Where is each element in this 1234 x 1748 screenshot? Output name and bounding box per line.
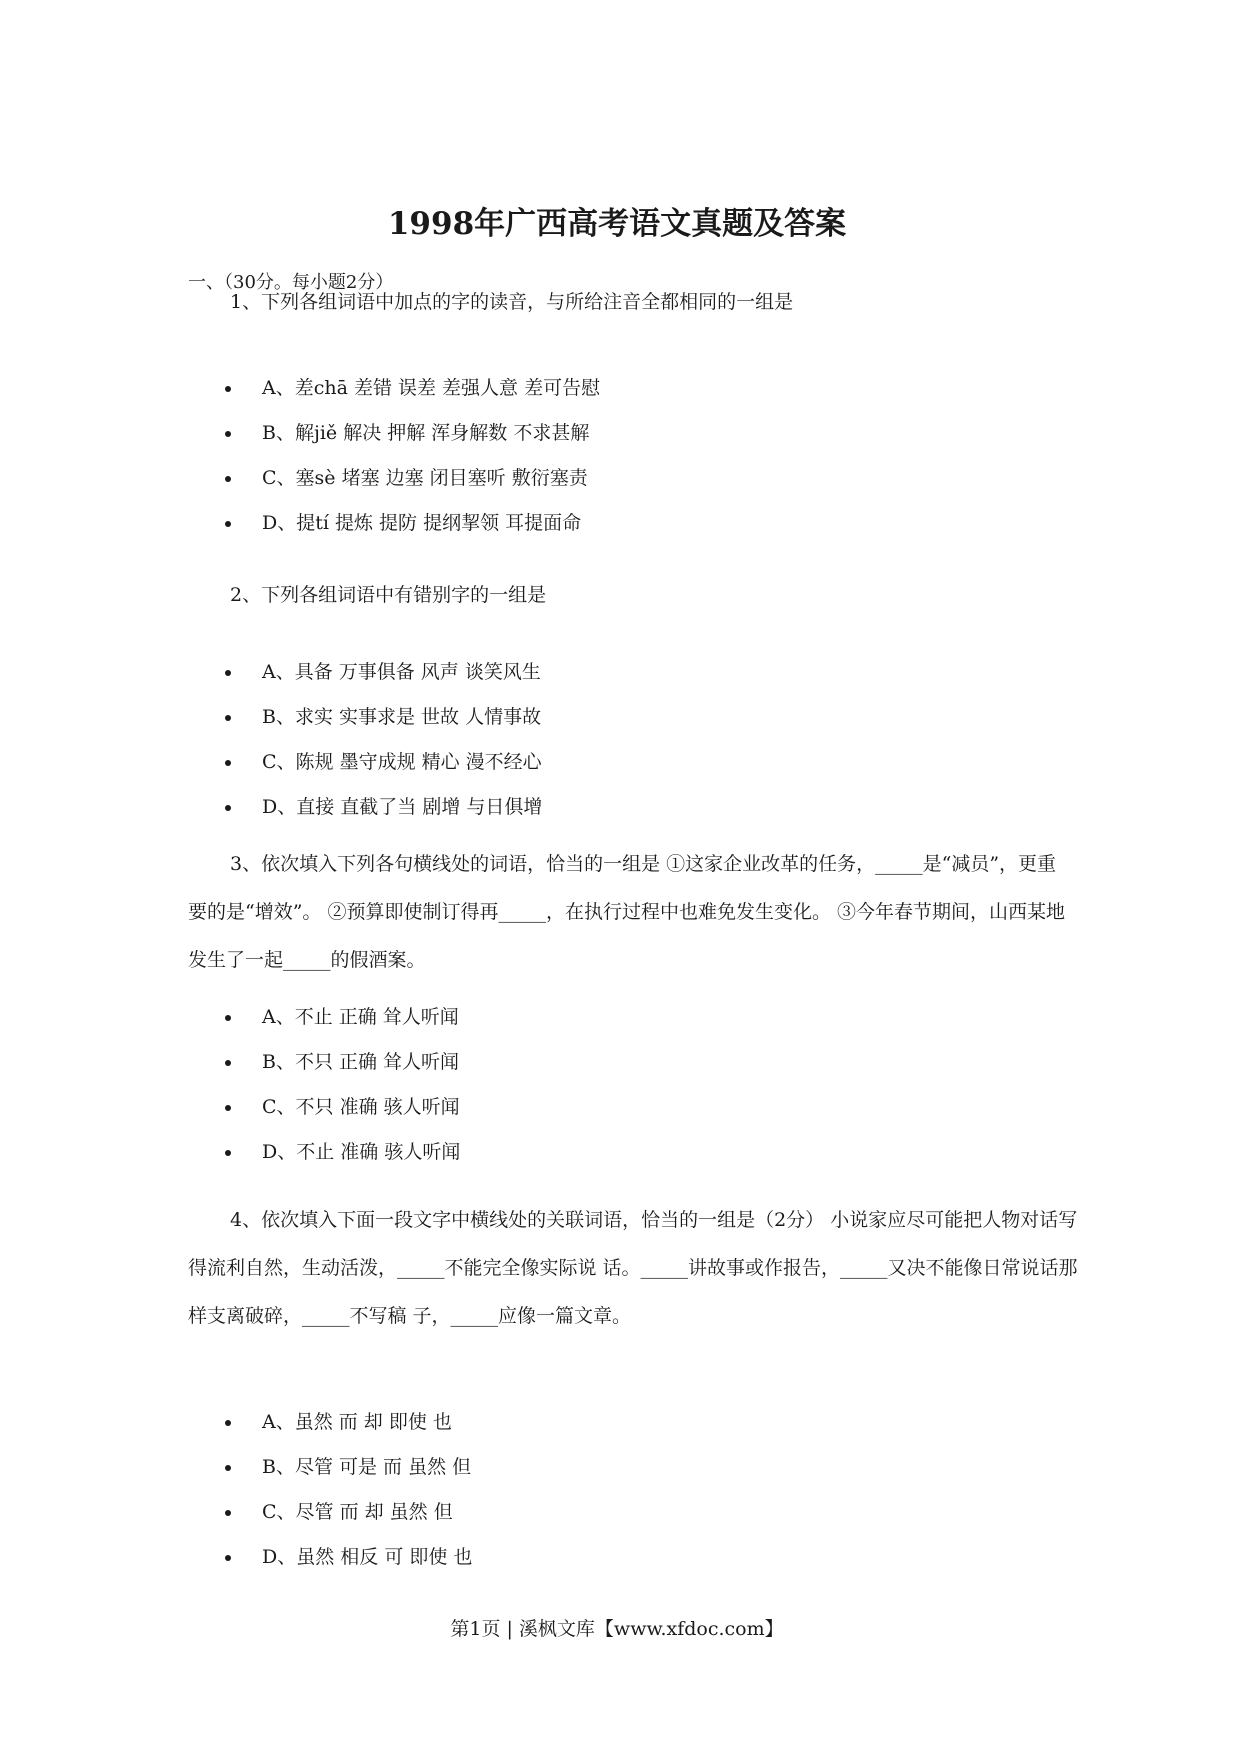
- question-3-option-c: C、不只 准确 骇人听闻: [188, 1085, 460, 1130]
- question-2-options: [188, 650, 542, 830]
- question-1-stem: 1、下列各组词语中加点的字的读音，与所给注音全都相同的一组是: [230, 291, 794, 313]
- question-2-option-a: A、具备 万事俱备 风声 谈笑风生: [188, 650, 542, 695]
- document-title: 1998年广西高考语文真题及答案: [387, 206, 847, 242]
- question-1-option-b: B、解jiě 解决 押解 浑身解数 不求甚解: [188, 411, 600, 456]
- question-1-option-a: A、差chā 差错 误差 差强人意 差可告慰: [188, 366, 600, 411]
- question-1-option-d: D、提tí 提炼 提防 提纲挈领 耳提面命: [188, 501, 600, 546]
- question-4-option-a: A、虽然 而 却 即使 也: [188, 1400, 472, 1445]
- question-3-stem: 3、依次填入下列各句横线处的词语，恰当的一组是 ①这家企业改革的任务，_____是“减员”，更重要的是“增效”。 ②预算即使制订得再_____，在执行过程中也难免发生变化。 ③今年春节期间，山西某地发生了一起_____的假酒案。: [188, 853, 1066, 971]
- question-1-option-c: C、塞sè 堵塞 边塞 闭目塞听 敷衍塞责: [188, 456, 600, 501]
- question-4-option-c: C、尽管 而 却 虽然 但: [188, 1490, 472, 1535]
- question-3-option-a: A、不止 正确 耸人听闻: [188, 995, 460, 1040]
- page-footer: 第1页 | 溪枫文库【www.xfdoc.com】: [450, 1618, 784, 1640]
- question-4-options: [188, 1400, 472, 1580]
- question-3-option-b: B、不只 正确 耸人听闻: [188, 1040, 460, 1085]
- question-4-option-b: B、尽管 可是 而 虽然 但: [188, 1445, 472, 1490]
- question-1-options: [188, 366, 600, 546]
- question-4-stem: 4、依次填入下面一段文字中横线处的关联词语，恰当的一组是（2分） 小说家应尽可能把人物对话写得流利自然，生动活泼，_____不能完全像实际说 话。_____讲故事或作报告，_____又决不能像日常说话那样支离破碎，_____不写稿 子，_____应像一篇文章。: [188, 1209, 1078, 1327]
- section-heading: 一、（30分。每小题2分）: [188, 272, 394, 293]
- question-2-option-d: D、直接 直截了当 剧增 与日俱增: [188, 785, 542, 830]
- question-2-option-c: C、陈规 墨守成规 精心 漫不经心: [188, 740, 542, 785]
- question-3-options: [188, 995, 460, 1175]
- question-2-stem: 2、下列各组词语中有错别字的一组是: [230, 584, 547, 606]
- question-3-option-d: D、不止 准确 骇人听闻: [188, 1130, 460, 1175]
- question-2-option-b: B、求实 实事求是 世故 人情事故: [188, 695, 542, 740]
- question-4-option-d: D、虽然 相反 可 即使 也: [188, 1535, 472, 1580]
